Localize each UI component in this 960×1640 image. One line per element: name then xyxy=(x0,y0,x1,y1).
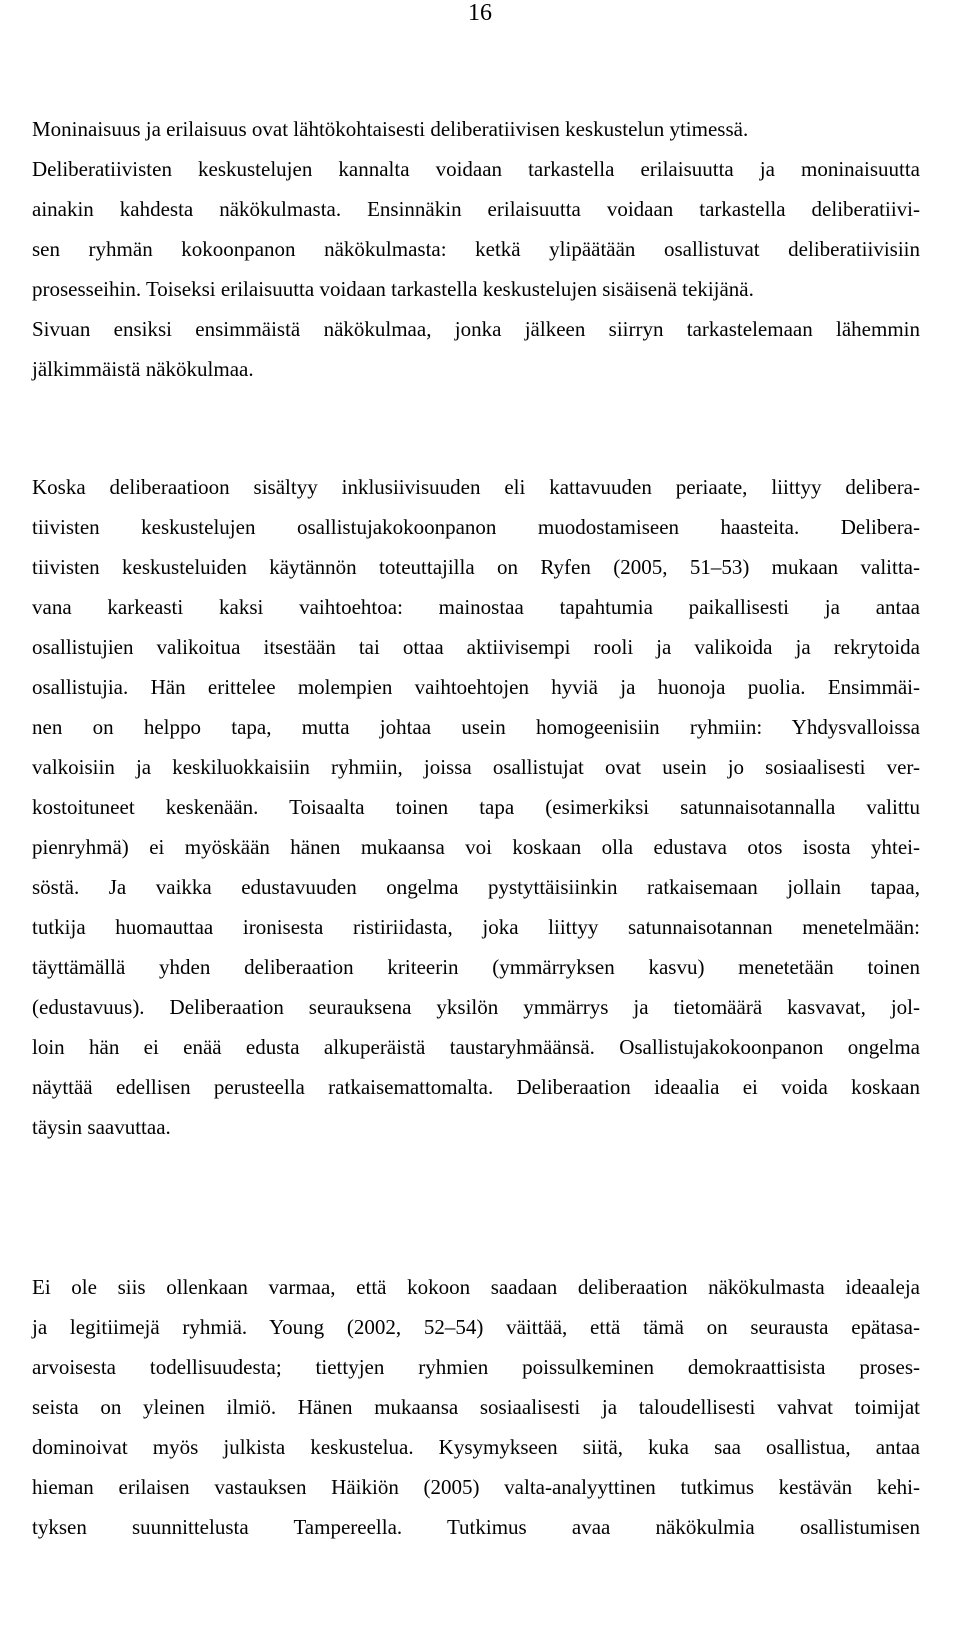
text-line: pienryhmä) ei myöskään hänen mukaansa voi koskaan olla edustava otos isosta yhtei- xyxy=(32,835,920,859)
text-line: Moninaisuus ja erilaisuus ovat lähtökohtaisesti deliberatiivisen keskustelun ytimessä. xyxy=(32,117,749,141)
text-line: hieman erilaisen vastauksen Häikiön (2005) valta-analyyttinen tutkimus kestävän kehi- xyxy=(32,1475,920,1499)
text-line: seista on yleinen ilmiö. Hänen mukaansa sosiaalisesti ja taloudellisesti vahvat toimijat xyxy=(32,1395,920,1419)
text-line: kostoituneet keskenään. Toisaalta toinen tapa (esimerkiksi satunnaisotannalla valittu xyxy=(32,795,920,819)
text-line: osallistujia. Hän erittelee molempien vaihtoehtojen hyviä ja huonoja puolia. Ensimmäi- xyxy=(32,675,920,699)
text-line: söstä. Ja vaikka edustavuuden ongelma pystyttäisiinkin ratkaisemaan jollain tapaa, xyxy=(32,875,920,899)
text-line: Ei ole siis ollenkaan varmaa, että kokoon saadaan deliberaation näkökulmasta ideaaleja xyxy=(32,1275,920,1299)
paragraph xyxy=(32,1267,920,1547)
text-line: prosesseihin. Toiseksi erilaisuutta voidaan tarkastella keskustelujen sisäisenä tekijänä. xyxy=(32,277,754,301)
text-line: ainakin kahdesta näkökulmasta. Ensinnäkin erilaisuutta voidaan tarkastella deliberatiivi- xyxy=(32,197,920,221)
text-line: Deliberatiivisten keskustelujen kannalta voidaan tarkastella erilaisuutta ja moninaisuutta xyxy=(32,157,920,181)
text-line: ja legitiimejä ryhmiä. Young (2002, 52–54) väittää, että tämä on seurausta epätasa- xyxy=(32,1315,920,1339)
text-line: osallistujien valikoitua itsestään tai ottaa aktiivisempi rooli ja valikoida ja rekrytoida xyxy=(32,635,920,659)
page-number: 16 xyxy=(468,0,492,26)
text-line: arvoisesta todellisuudesta; tiettyjen ryhmien poissulkeminen demokraattisista proses- xyxy=(32,1355,920,1379)
text-line: Koska deliberaatioon sisältyy inklusiivisuuden eli kattavuuden periaate, liittyy delibera- xyxy=(32,475,920,499)
paragraph xyxy=(32,109,920,389)
text-line: dominoivat myös julkista keskustelua. Kysymykseen siitä, kuka saa osallistua, antaa xyxy=(32,1435,920,1459)
text-line: Sivuan ensiksi ensimmäistä näkökulmaa, jonka jälkeen siirryn tarkastelemaan lähemmin xyxy=(32,317,920,341)
text-line: täyttämällä yhden deliberaation kriteerin (ymmärryksen kasvu) menetetään toinen xyxy=(32,955,920,979)
paragraph xyxy=(32,467,920,1147)
text-line: tyksen suunnittelusta Tampereella. Tutkimus avaa näkökulmia osallistumisen xyxy=(32,1515,920,1539)
text-line: tiivisten keskustelujen osallistujakokoonpanon muodostamiseen haasteita. Delibera- xyxy=(32,515,920,539)
text-line: tiivisten keskusteluiden käytännön toteuttajilla on Ryfen (2005, 51–53) mukaan valitta- xyxy=(32,555,920,579)
text-line: (edustavuus). Deliberaation seurauksena yksilön ymmärrys ja tietomäärä kasvavat, jol- xyxy=(32,995,920,1019)
text-line: nen on helppo tapa, mutta johtaa usein homogeenisiin ryhmiin: Yhdysvalloissa xyxy=(32,715,920,739)
text-line: jälkimmäistä näkökulmaa. xyxy=(32,357,254,381)
text-line: täysin saavuttaa. xyxy=(32,1115,171,1139)
text-line: näyttää edellisen perusteella ratkaisemattomalta. Deliberaation ideaalia ei voida koskaan xyxy=(32,1075,920,1099)
text-line: sen ryhmän kokoonpanon näkökulmasta: ketkä ylipäätään osallistuvat deliberatiivisiin xyxy=(32,237,920,261)
text-line: vana karkeasti kaksi vaihtoehtoa: mainostaa tapahtumia paikallisesti ja antaa xyxy=(32,595,920,619)
text-line: valkoisiin ja keskiluokkaisiin ryhmiin, joissa osallistujat ovat usein jo sosiaalisesti ver- xyxy=(32,755,920,779)
text-line: tutkija huomauttaa ironisesta ristiriidasta, joka liittyy satunnaisotannan menetelmään: xyxy=(32,915,920,939)
text-line: loin hän ei enää edusta alkuperäistä taustaryhmäänsä. Osallistujakokoonpanon ongelma xyxy=(32,1035,920,1059)
